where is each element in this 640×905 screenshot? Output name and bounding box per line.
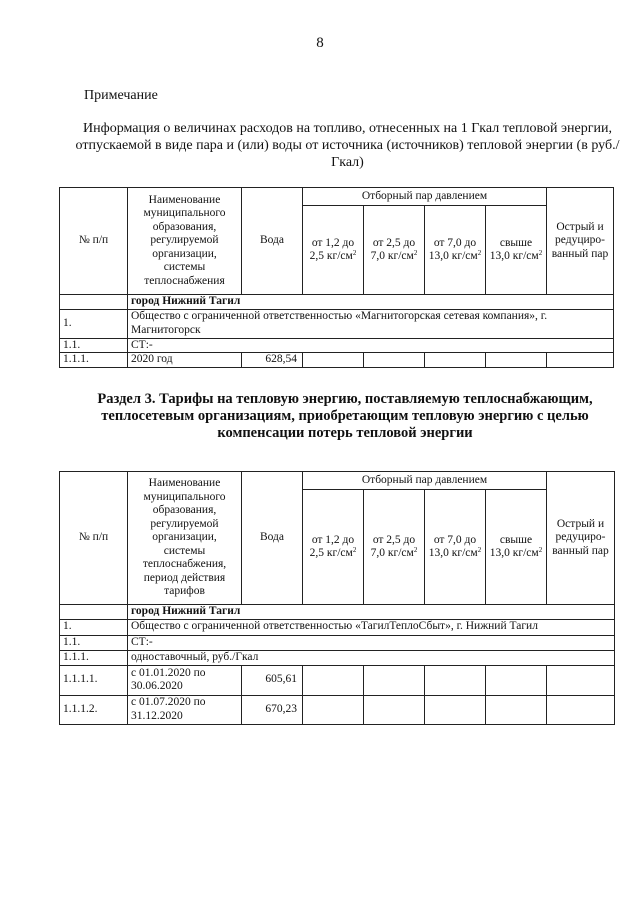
col-header-steam-group: Отборный пар давлением [303, 472, 547, 490]
col-header-pressure-1: от 1,2 до 2,5 $кг/см^2$ [303, 206, 364, 295]
note-label: Примечание [84, 88, 158, 103]
organization-name: Общество с ограниченной ответственностью «Магнитогорская сетевая компания», г. Магнитогорск [128, 309, 614, 338]
pressure-1-label: от 1,2 до 2,5 кг/см [309, 236, 355, 262]
col-header-name: Наименование муниципального образования, регулируемой организации, системы теплоснабжения, период действия тарифов [128, 472, 242, 605]
tariff-table [59, 471, 615, 725]
col-header-sharp-steam: Острый и редуциро- ванный пар [547, 188, 614, 295]
period-label: с 01.07.2020 по 31.12.2020 [128, 695, 242, 724]
section-3-title: Раздел 3. Тарифы на тепловую энергию, поставляемую теплоснабжающим, теплосетевым организациям, приобретающим тепловую энергию с целью компенсации потерь тепловой энергии [97, 391, 593, 441]
col-header-pressure-4: свыше 13,0 $кг/см^2$ [486, 490, 547, 605]
pressure-3-label: от 7,0 до 13,0 кг/см [428, 236, 478, 262]
row-num: 1.1.1.1. [60, 665, 128, 695]
col-header-pressure-2: от 2,5 до 7,0 $кг/см^2$ [364, 206, 425, 295]
row-num: 1. [60, 309, 128, 338]
city-row: город Нижний Тагил [128, 295, 614, 310]
system-name: СТ:- [128, 338, 614, 353]
pressure-4-label: свыше 13,0 кг/см [489, 236, 539, 262]
period-label: 2020 год [128, 353, 242, 368]
system-name: СТ:- [128, 635, 615, 650]
pressure-1-label: от 1,2 до 2,5 кг/см [309, 533, 355, 559]
row-num: 1.1.1.2. [60, 695, 128, 724]
col-header-steam-group: Отборный пар давлением [303, 188, 547, 206]
col-header-pressure-3: от 7,0 до 13,0 $кг/см^2$ [425, 490, 486, 605]
fuel-cost-table [59, 187, 614, 368]
row-num: 1. [60, 619, 128, 635]
organization-name: Общество с ограниченной ответственностью «ТагилТеплоСбыт», г. Нижний Тагил [128, 619, 615, 635]
col-header-num: № п/п [60, 188, 128, 295]
row-num: 1.1. [60, 635, 128, 650]
row-num: 1.1.1. [60, 353, 128, 368]
period-label: с 01.01.2020 по 30.06.2020 [128, 665, 242, 695]
col-header-pressure-4: свыше 13,0 $кг/см^2$ [486, 206, 547, 295]
col-header-num: № п/п [60, 472, 128, 605]
col-header-sharp-steam: Острый и редуциро- ванный пар [547, 472, 615, 605]
col-header-water: Вода [242, 188, 303, 295]
water-value: 628,54 [242, 353, 303, 368]
pressure-2-label: от 2,5 до 7,0 кг/см [370, 236, 416, 262]
water-value: 605,61 [242, 665, 303, 695]
pressure-2-label: от 2,5 до 7,0 кг/см [370, 533, 416, 559]
page-number: 8 [316, 35, 324, 51]
city-row: город Нижний Тагил [128, 605, 615, 620]
water-value: 670,23 [242, 695, 303, 724]
table1-title: Информация о величинах расходов на топливо, отнесенных на 1 Гкал тепловой энергии, отпускаемой в виде пара и (или) воды от источника (источников) тепловой энергии (в руб./Гкал) [75, 121, 620, 170]
col-header-pressure-2: от 2,5 до 7,0 $кг/см^2$ [364, 490, 425, 605]
tariff-type: одноставочный, руб./Гкал [128, 650, 615, 665]
col-header-water: Вода [242, 472, 303, 605]
col-header-pressure-3: от 7,0 до 13,0 $кг/см^2$ [425, 206, 486, 295]
col-header-name: Наименование муниципального образования, регулируемой организации, системы теплоснабжения [128, 188, 242, 295]
row-num: 1.1.1. [60, 650, 128, 665]
pressure-4-label: свыше 13,0 кг/см [489, 533, 539, 559]
row-num: 1.1. [60, 338, 128, 353]
pressure-3-label: от 7,0 до 13,0 кг/см [428, 533, 478, 559]
col-header-pressure-1: от 1,2 до 2,5 $кг/см^2$ [303, 490, 364, 605]
